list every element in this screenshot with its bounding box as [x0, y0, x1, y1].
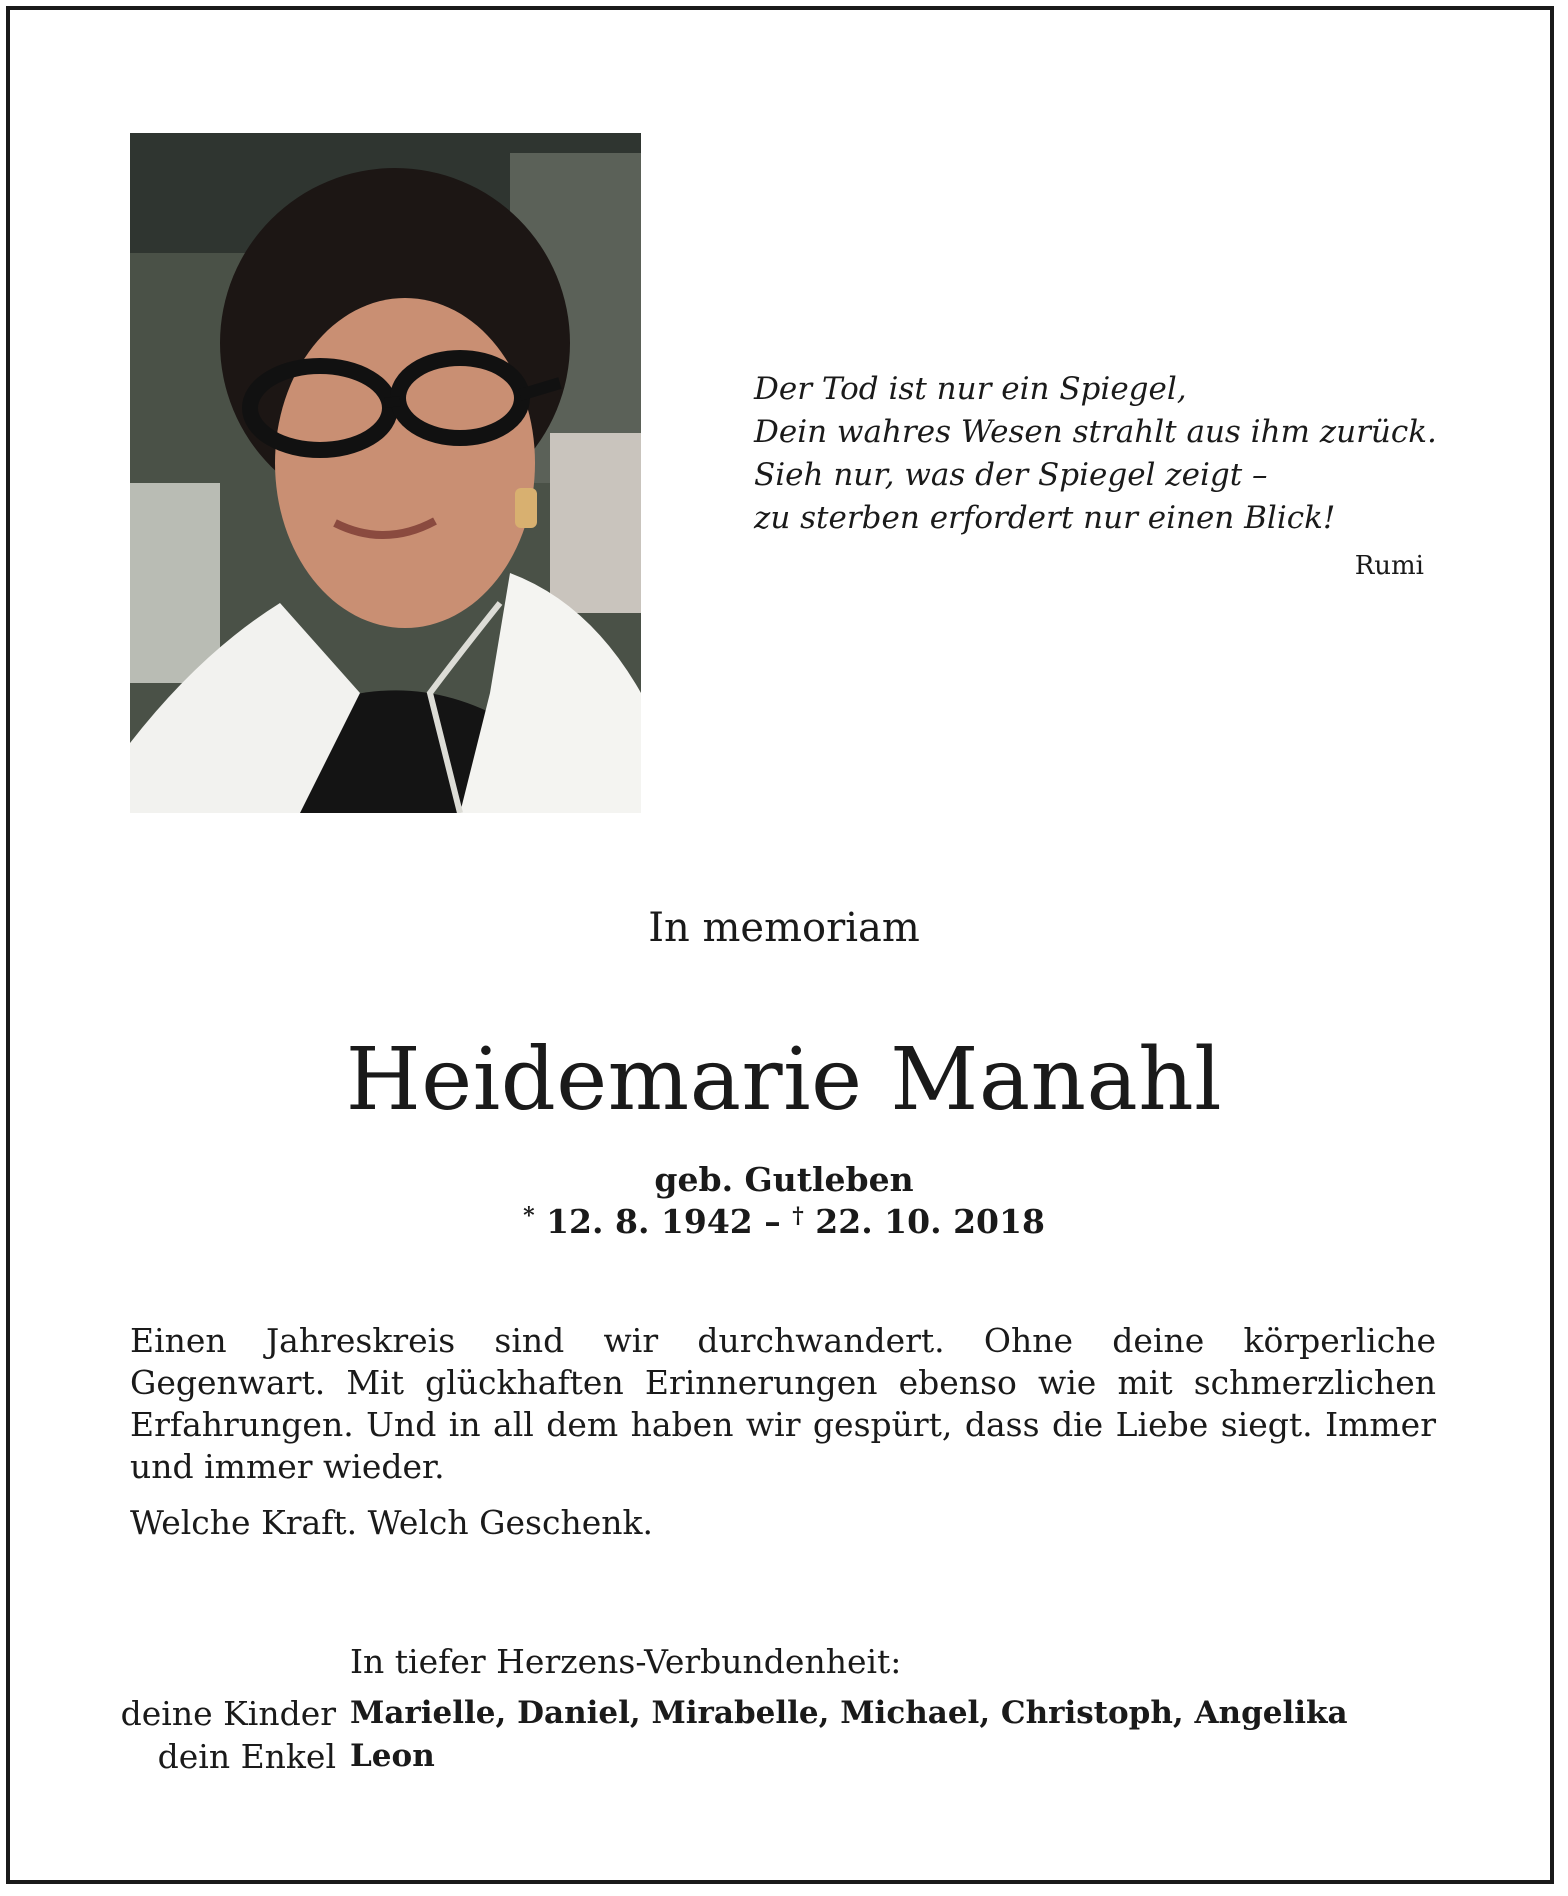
signature-label: deine Kinder: [120, 1694, 336, 1733]
signature-names: Marielle, Daniel, Mirabelle, Michael, Christoph, Angelika: [350, 1695, 1348, 1731]
maiden-name: geb. Gutleben: [654, 1160, 914, 1199]
closing-line: In tiefer Herzens-Verbundenheit:: [350, 1642, 902, 1681]
quote-author: Rumi: [1354, 551, 1424, 581]
signature-row: [90, 1692, 1348, 1735]
memorial-text: [130, 1320, 1436, 1544]
memorial-paragraph: Welche Kraft. Welch Geschenk.: [130, 1503, 653, 1542]
death-symbol: †: [792, 1203, 804, 1229]
quote-line: zu sterben erfordert nur einen Blick!: [754, 500, 1336, 536]
signature-row: [90, 1735, 1348, 1778]
signature-label: dein Enkel: [157, 1737, 336, 1776]
date-separator: –: [764, 1202, 781, 1241]
signature-names: Leon: [350, 1738, 435, 1774]
in-memoriam-heading: In memoriam: [648, 905, 920, 951]
signatures: [90, 1692, 1348, 1778]
quote-line: Der Tod ist nur ein Spiegel,: [754, 371, 1187, 407]
quote-block: [754, 368, 1454, 540]
life-dates: [0, 1202, 1568, 1241]
death-date: 22. 10. 2018: [815, 1202, 1045, 1241]
birth-date: 12. 8. 1942: [546, 1202, 753, 1241]
quote-line: Sieh nur, was der Spiegel zeigt –: [754, 457, 1268, 493]
quote-line: Dein wahres Wesen strahlt aus ihm zurück.: [754, 414, 1437, 450]
deceased-name: Heidemarie Manahl: [345, 1030, 1223, 1130]
portrait-photo: [130, 133, 641, 813]
memorial-paragraph: Einen Jahreskreis sind wir durchwandert. Ohne deine körperliche Gegenwart. Mit glückhaften Erinnerungen ebenso wie mit schmerzlichen Erfahrungen. Und in all dem haben wir gespürt, dass die Liebe siegt. Immer und immer wieder.: [130, 1321, 1436, 1486]
birth-symbol: *: [523, 1203, 535, 1229]
